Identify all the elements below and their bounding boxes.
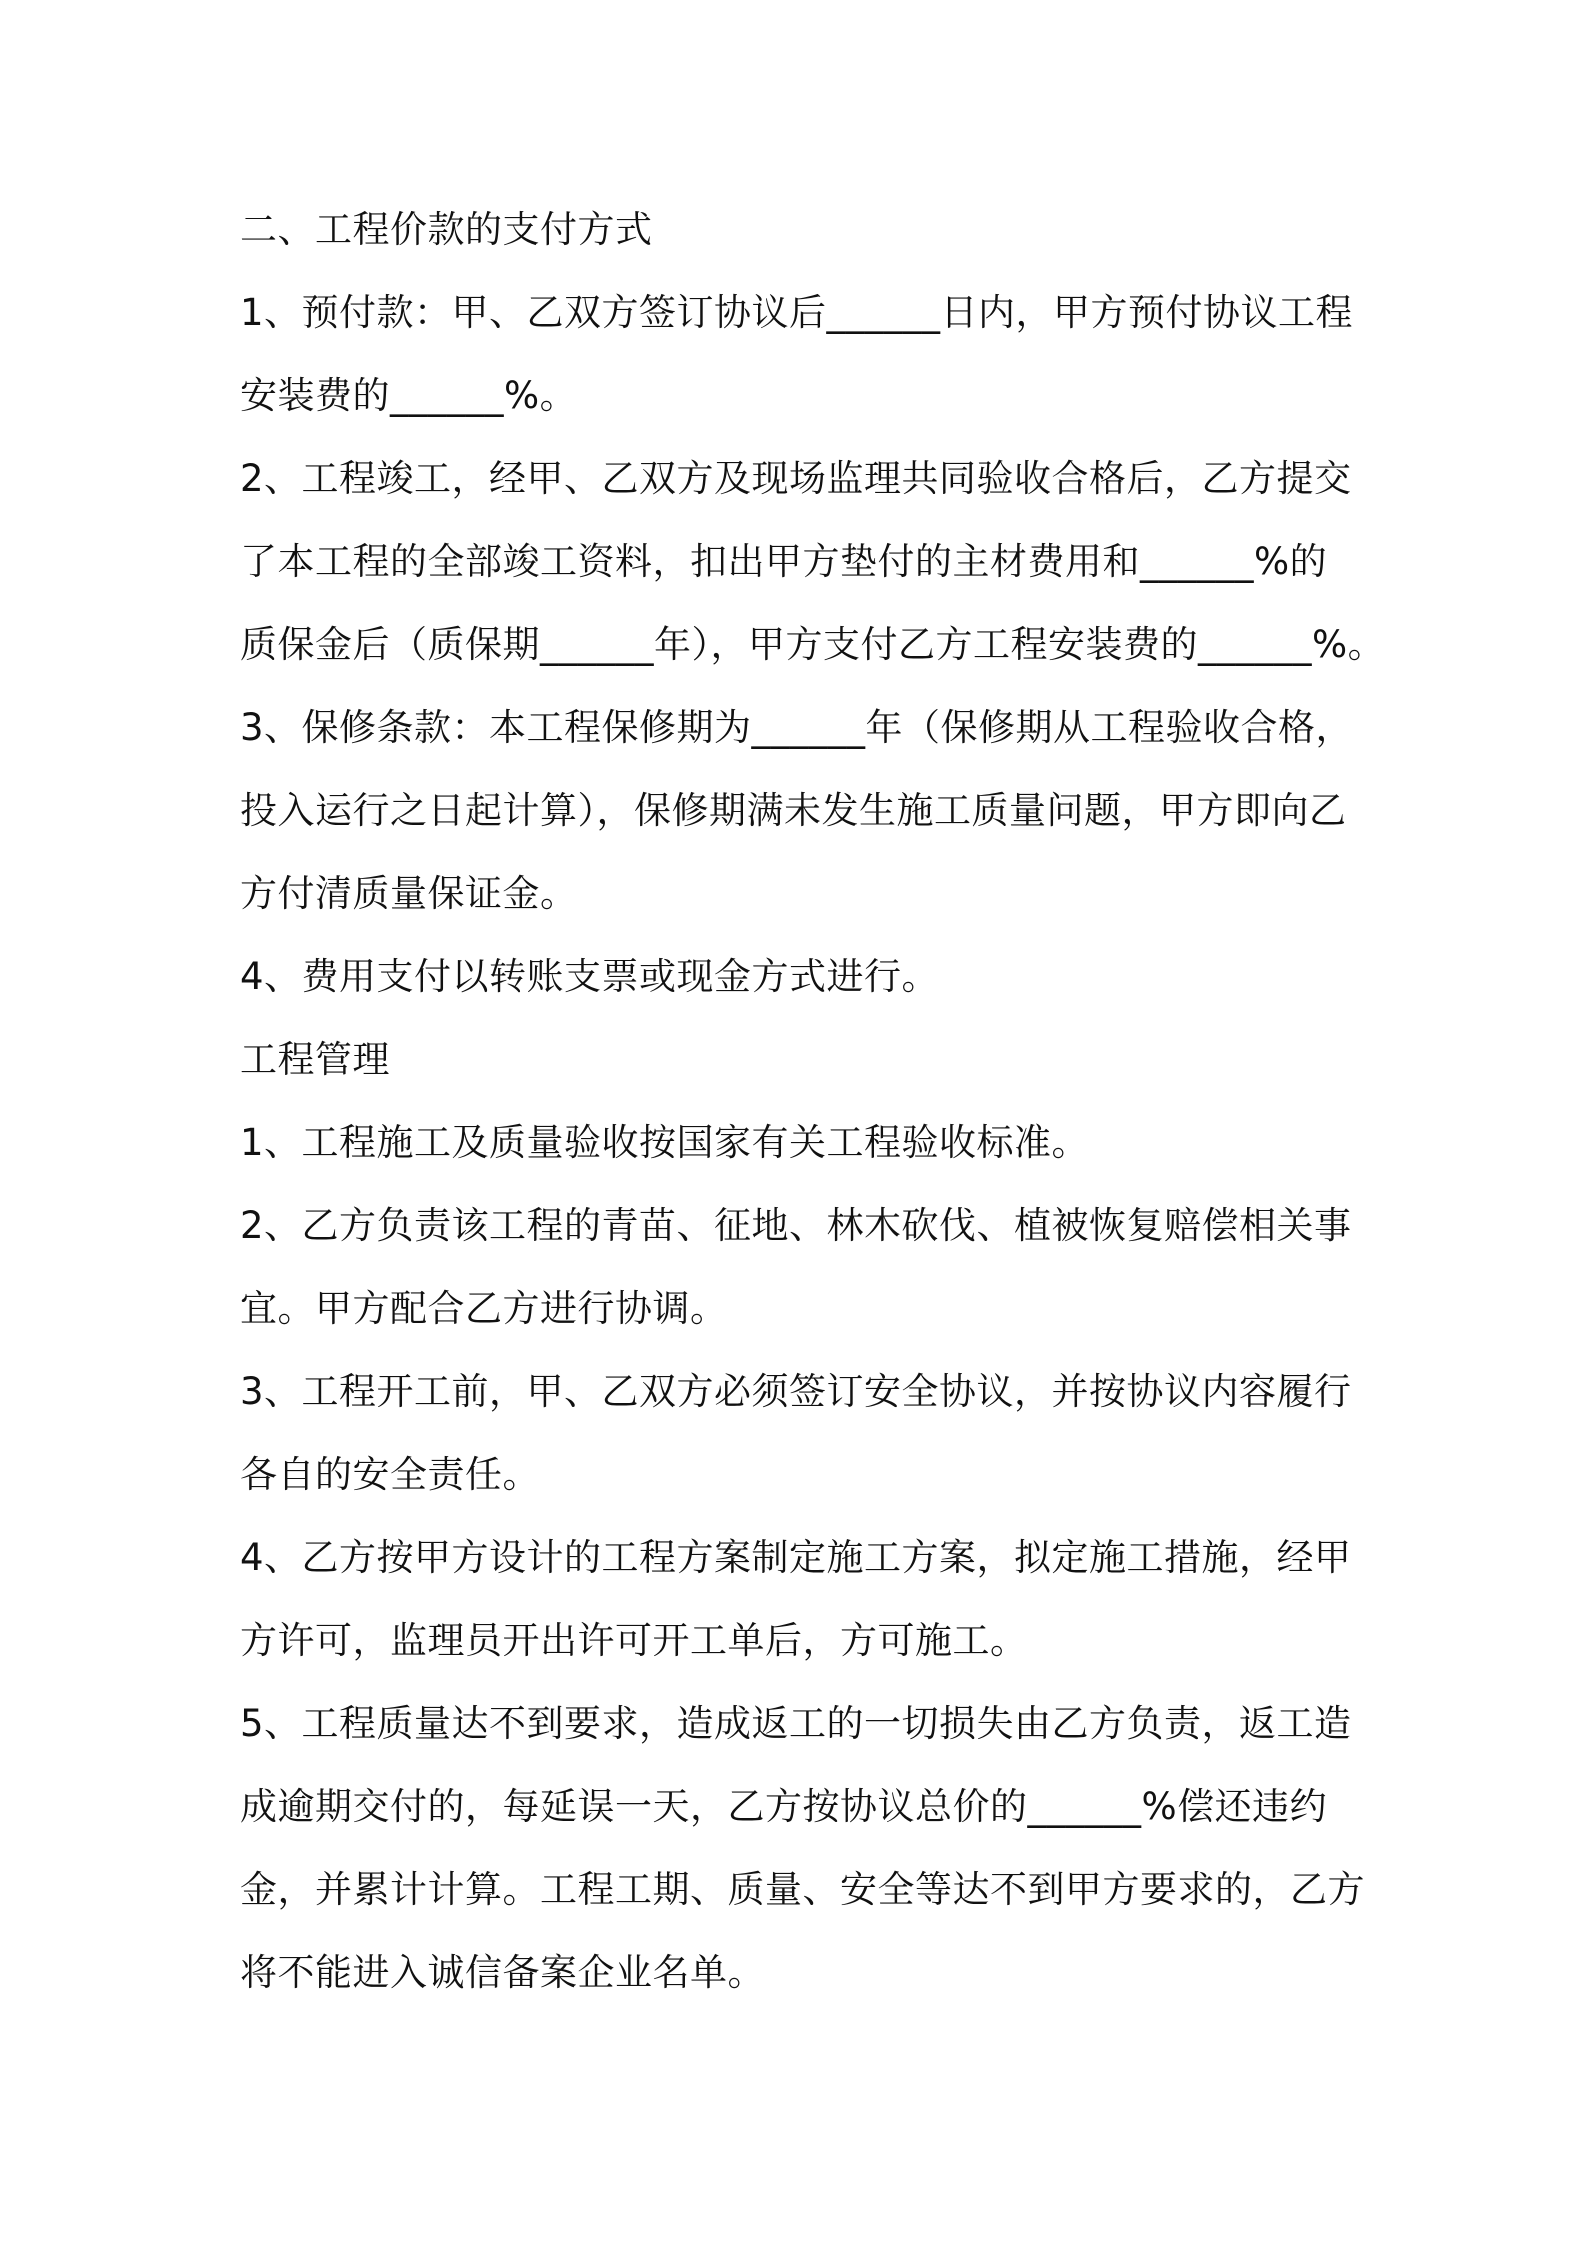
- section-heading-management: 工程管理: [240, 1038, 390, 1081]
- paragraph-line: 金，并累计计算。工程工期、质量、安全等达不到甲方要求的，乙方: [240, 1868, 1365, 1911]
- section-heading-payment: 二、工程价款的支付方式: [240, 208, 653, 251]
- paragraph-line: 方许可，监理员开出许可开工单后，方可施工。: [240, 1619, 1028, 1662]
- paragraph-line: 3、工程开工前，甲、乙双方必须签订安全协议，并按协议内容履行: [240, 1370, 1352, 1413]
- paragraph-line: 2、工程竣工，经甲、乙双方及现场监理共同验收合格后，乙方提交: [240, 457, 1352, 500]
- paragraph-line: 将不能进入诚信备案企业名单。: [240, 1951, 765, 1994]
- paragraph-line: 2、乙方负责该工程的青苗、征地、林木砍伐、植被恢复赔偿相关事: [240, 1204, 1352, 1247]
- paragraph-line: 4、费用支付以转账支票或现金方式进行。: [240, 955, 940, 998]
- paragraph-line: 4、乙方按甲方设计的工程方案制定施工方案，拟定施工措施，经甲: [240, 1536, 1352, 1579]
- paragraph-line: 各自的安全责任。: [240, 1453, 540, 1496]
- paragraph-line: 1、预付款：甲、乙双方签订协议后______日内，甲方预付协议工程: [240, 291, 1354, 334]
- paragraph-line: 3、保修条款：本工程保修期为______年（保修期从工程验收合格，: [240, 706, 1354, 749]
- paragraph-line: 5、工程质量达不到要求，造成返工的一切损失由乙方负责，返工造: [240, 1702, 1352, 1745]
- paragraph-line: 宜。甲方配合乙方进行协调。: [240, 1287, 728, 1330]
- paragraph-line: 成逾期交付的，每延误一天，乙方按协议总价的______%偿还违约: [240, 1785, 1328, 1828]
- paragraph-line: 安装费的______%。: [240, 374, 578, 417]
- paragraph-line: 了本工程的全部竣工资料，扣出甲方垫付的主材费用和______%的: [240, 540, 1328, 583]
- paragraph-line: 投入运行之日起计算），保修期满未发生施工质量问题，甲方即向乙: [240, 789, 1347, 832]
- paragraph-line: 方付清质量保证金。: [240, 872, 578, 915]
- paragraph-line: 质保金后（质保期______年），甲方支付乙方工程安装费的______%。: [240, 623, 1386, 666]
- paragraph-line: 1、工程施工及质量验收按国家有关工程验收标准。: [240, 1121, 1090, 1164]
